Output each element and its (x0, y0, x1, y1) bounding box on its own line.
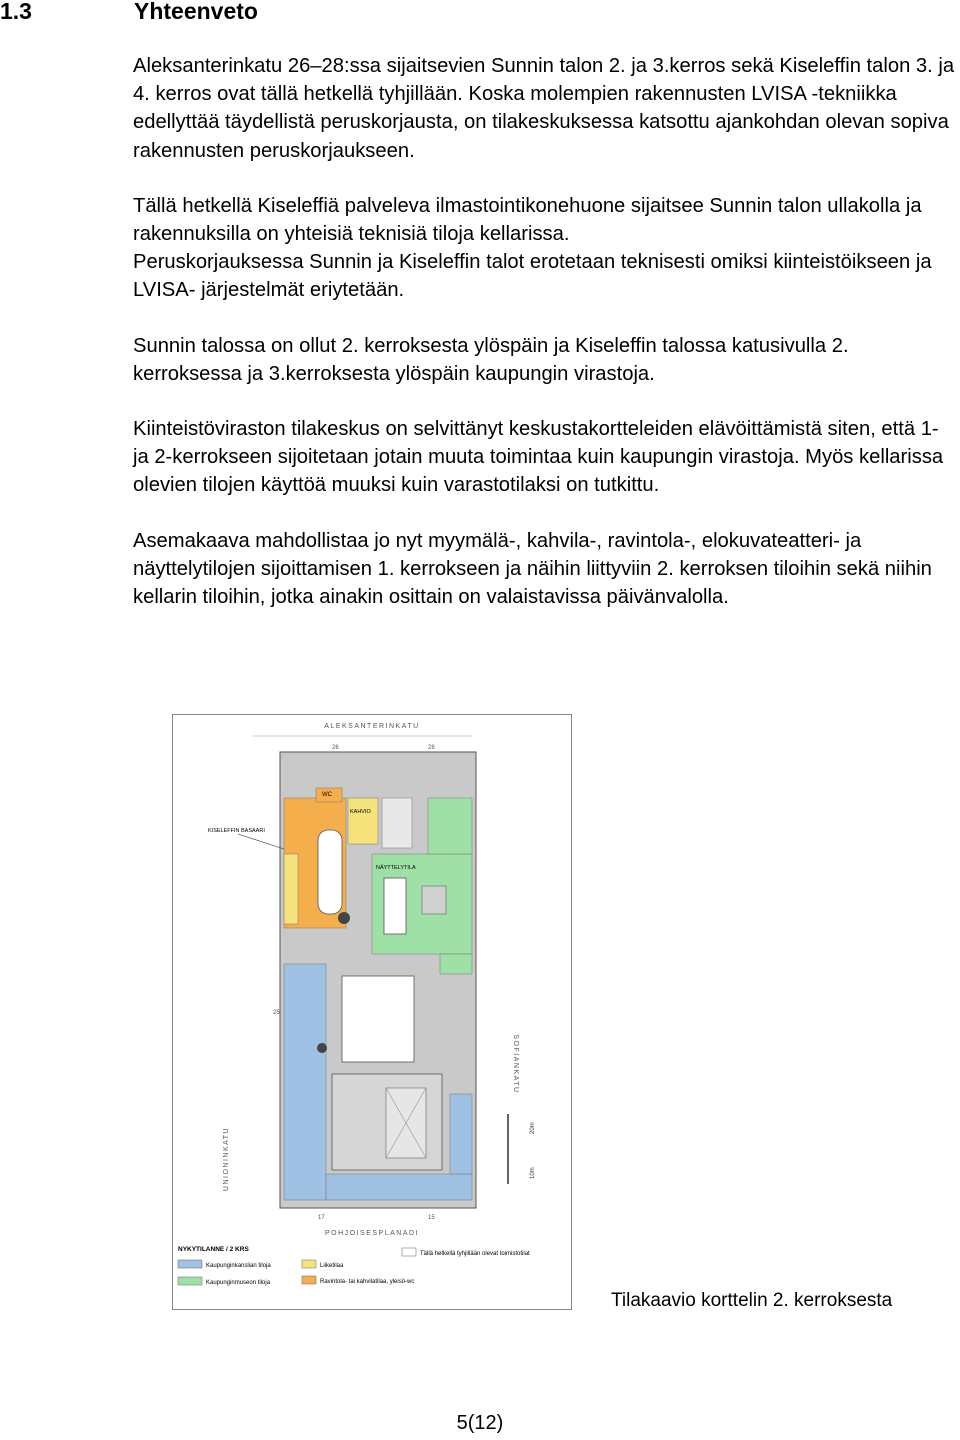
legend-label-liiketila: Liiketilaa (320, 1263, 344, 1269)
legend-label-ravintola: Ravintola- tai kahvilatilaa, yleisö-wc (320, 1279, 415, 1285)
legend-title: NYKYTILANNE / 2 KRS (178, 1246, 249, 1253)
office-zone (284, 964, 326, 1200)
paragraph-4: Sunnin talossa on ollut 2. kerroksesta ylöspäin ja Kiseleffin talossa katusivulla 2. kerroksessa ja 3.kerroksesta ylöspäin kaupungin virastoja. (133, 334, 849, 385)
street-top: ALEKSANTERINKATU (324, 723, 420, 730)
paragraph-6: Asemakaava mahdollistaa jo nyt myymälä-, kahvila-, ravintola-, elokuvateatteri- ja näyttelytilojen sijoittamisen 1. kerrokseen ja näihin liittyviin 2. kerroksen tiloihin sekä niihin kellarin tiloihin, jotka ainakin osittain on valaistavissa päivänvalolla. (133, 529, 932, 609)
legend-swatch-liiketila (302, 1260, 316, 1268)
floor-plan (172, 714, 572, 1310)
paragraph-3: Peruskorjauksessa Sunnin ja Kiseleffin talot erotetaan teknisesti omiksi kiinteistöikseen ja LVISA- järjestelmät eriytetään. (133, 251, 932, 302)
lot-28: 28 (428, 745, 435, 751)
legend-swatch-kanslia (178, 1260, 202, 1268)
courtyard-center (342, 976, 414, 1062)
room-label-wc: WC (322, 792, 332, 798)
room-label-nayttelytila: NÄYTTELYTILA (376, 865, 416, 871)
section-number: 1.3 (0, 0, 32, 24)
section-title: Yhteenveto (134, 0, 258, 24)
figure-caption: Tilakaavio korttelin 2. kerroksesta (611, 1290, 893, 1311)
lot-26: 26 (332, 745, 339, 751)
scale-20m: 20m (530, 1122, 536, 1134)
room-label-kahvio: KAHVIO (350, 809, 371, 815)
paragraph-2: Tällä hetkellä Kiseleffiä palveleva ilmastointikonehuone sijaitsee Sunnin talon ullakolla ja rakennuksilla on yhteisiä teknisiä tiloja kellarissa. (133, 194, 922, 246)
legend-swatch-tyhja (402, 1248, 416, 1256)
legend-swatch-museo (178, 1277, 202, 1285)
shop-zone (348, 798, 378, 844)
legend-label-museo: Kaupunginmuseon tiloja (206, 1280, 271, 1286)
legend-label-tyhja: Tällä hetkellä tyhjillään olevat toimistotilat (420, 1251, 530, 1257)
page-number: 5(12) (456, 1412, 504, 1434)
legend-label-kanslia: Kaupunginkanslian tiloja (206, 1263, 271, 1269)
courtyard-left (318, 830, 342, 914)
section-heading (0, 0, 258, 25)
scale-10m: 10m (530, 1167, 536, 1179)
street-bottom: POHJOISESPLANADI (324, 1230, 420, 1237)
legend-swatch-ravintola (302, 1276, 316, 1284)
paragraph-5: Kiinteistöviraston tilakeskus on selvittänyt keskustakortteleiden elävöittämistä siten, että 1- ja 2-kerrokseen sijoitetaan jotain muuta toimintaa kuin kaupungin virastoja. Myös kellarissa olevien tilojen käyttöä muuksi kuin varastotilaksi on tutkittu. (133, 418, 944, 497)
lot-17: 17 (318, 1215, 325, 1221)
body-text (133, 52, 959, 638)
lot-15: 15 (428, 1215, 435, 1221)
street-left: UNIONINKATU (223, 1126, 230, 1192)
lot-25: 25 (273, 1010, 280, 1016)
paragraph-1: Aleksanterinkatu 26–28:ssa sijaitsevien Sunnin talon 2. ja 3.kerros sekä Kiseleffin talon 3. ja 4. kerros ovat tällä hetkellä tyhjillään. Koska molempien rakennusten LVISA -tekniikka edellyttää täydellistä peruskorjausta, on tilakeskuksessa katsottu ajankohdan olevan sopiva rakennusten peruskorjaukseen. (133, 55, 955, 162)
room-label-basaari: KISELEFFIN BASAARI (208, 828, 265, 834)
street-right: SOFIANKATU (512, 1034, 519, 1094)
